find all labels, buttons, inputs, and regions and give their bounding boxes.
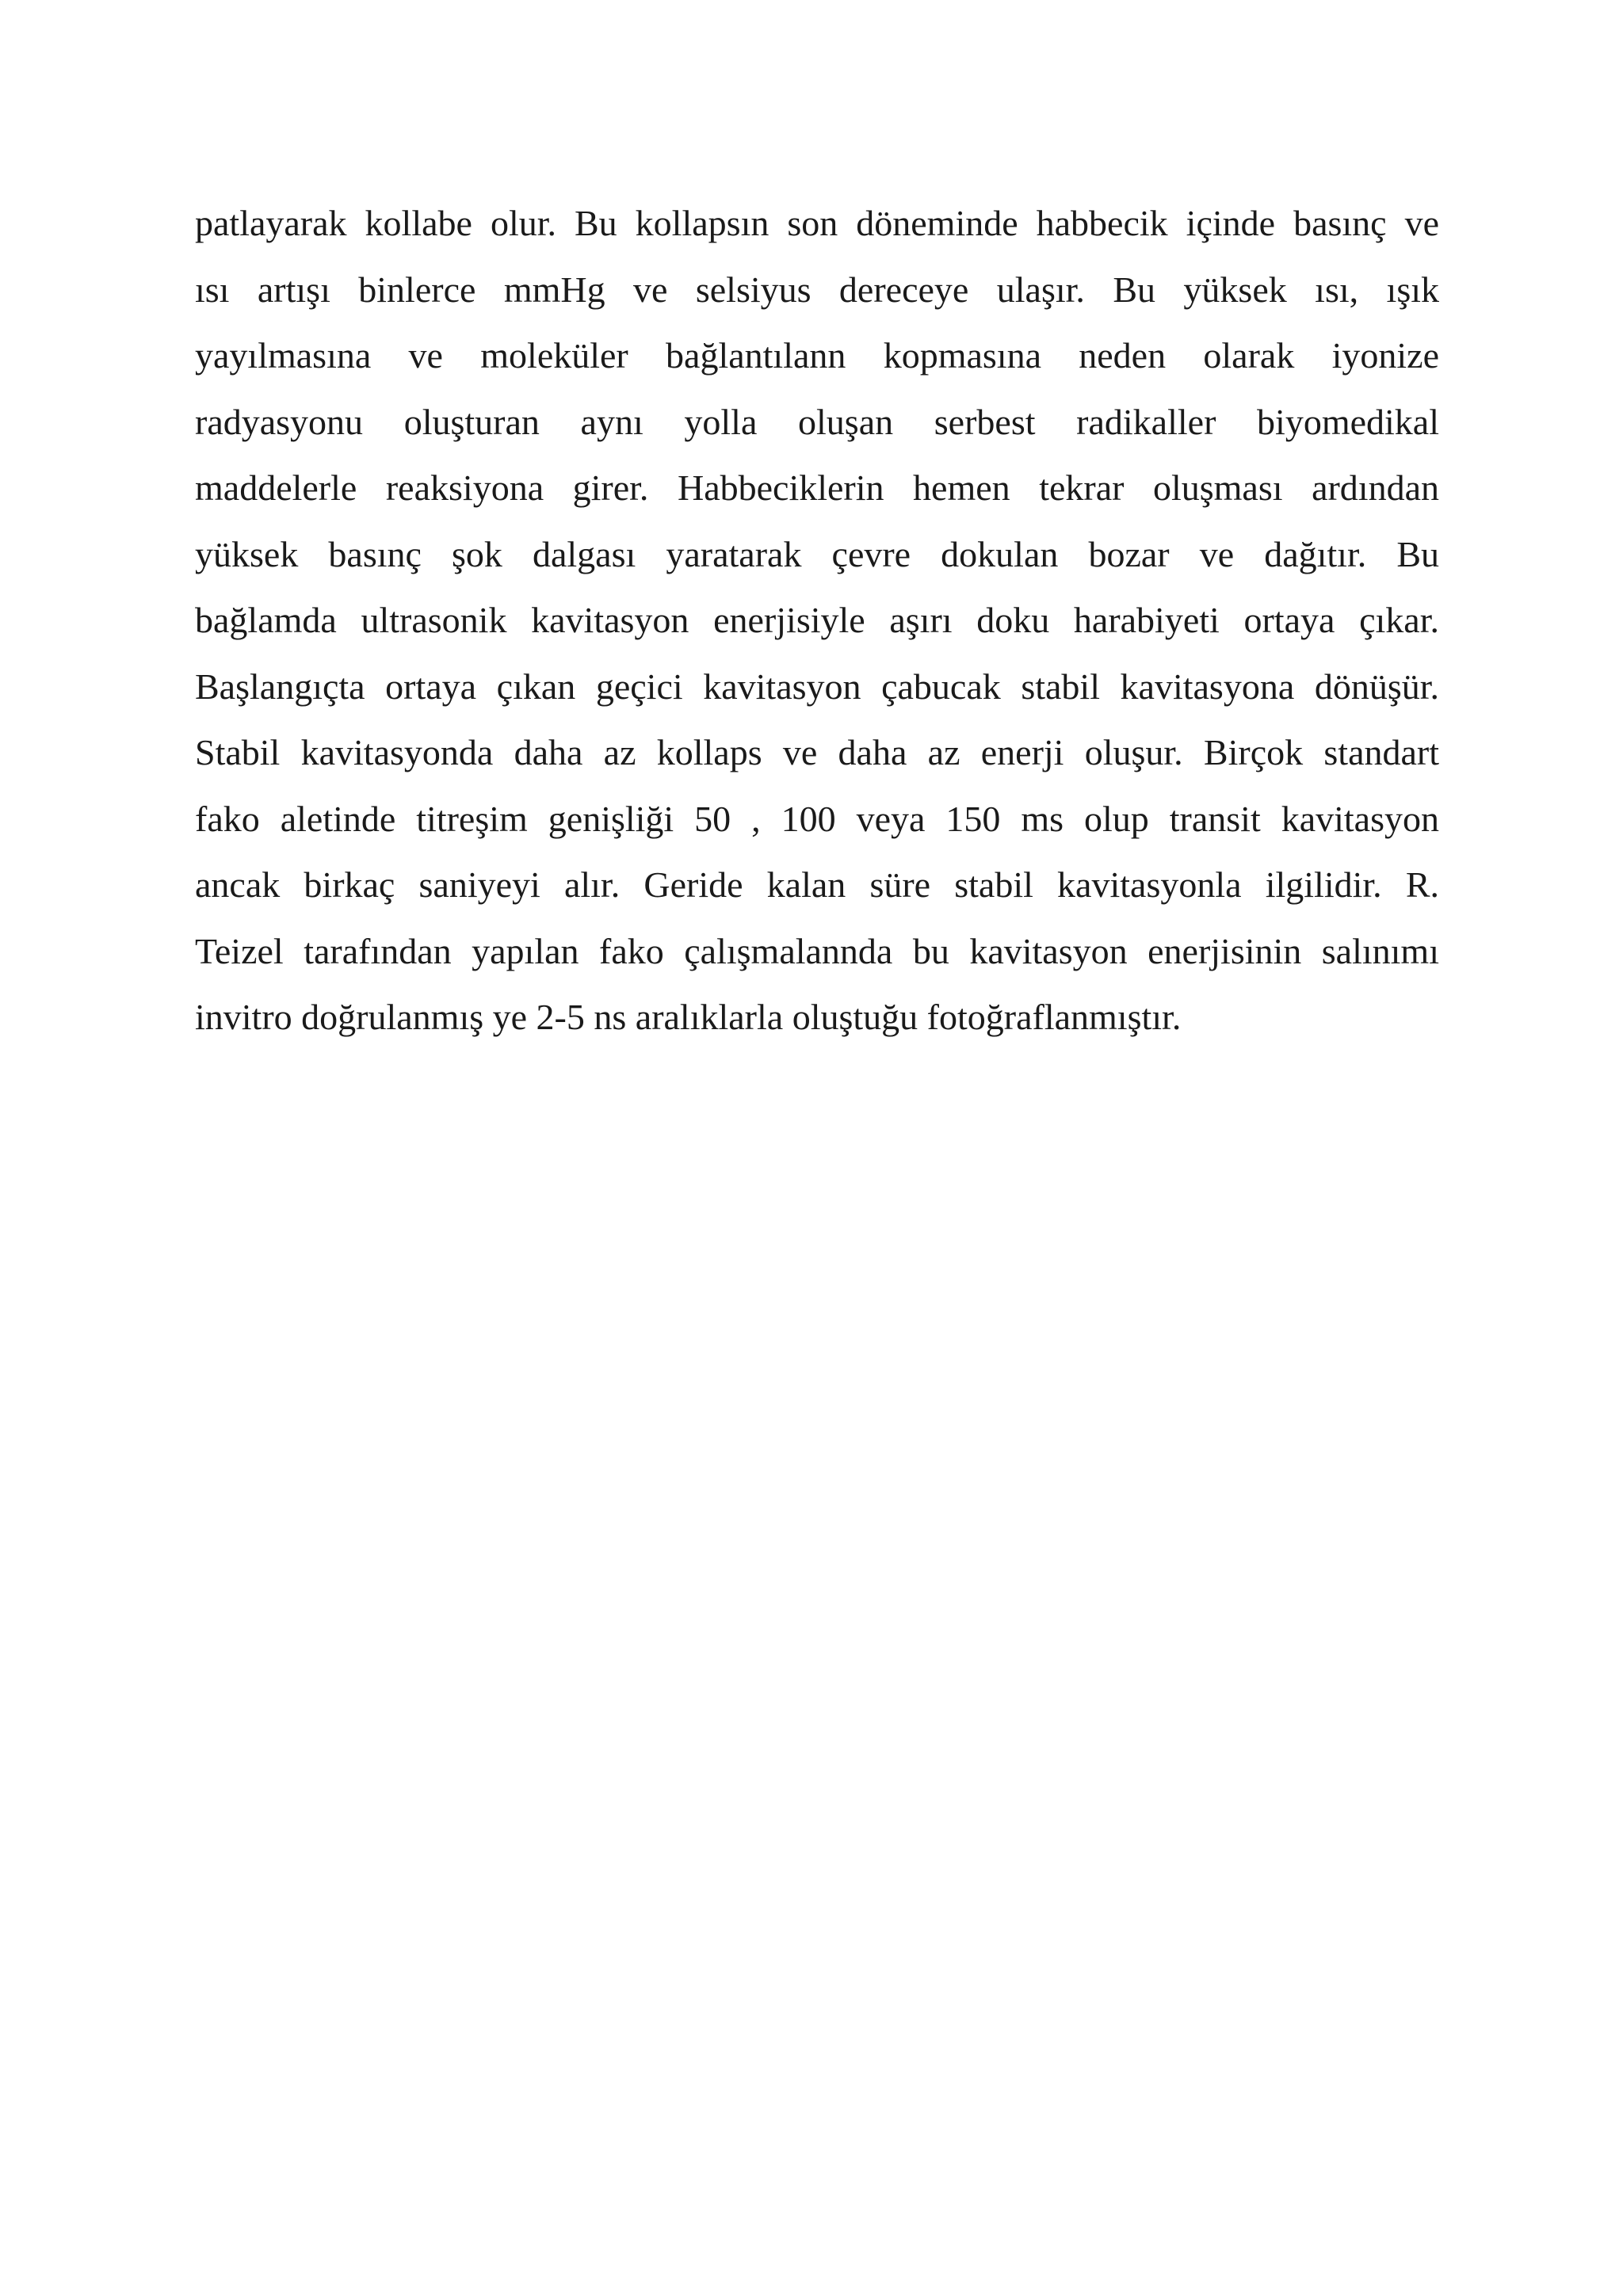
paragraph-line: patlayarak kollabe olur. Bu kollapsın son döneminde habbecik içinde basınç ve [195,203,1439,243]
paragraph-line: fako aletinde titreşim genişliği 50 , 100 veya 150 ms olup transit kavitasyon [195,798,1439,839]
paragraph-line: ısı artışı binlerce mmHg ve selsiyus dereceye ulaşır. Bu yüksek ısı, ışık [195,269,1439,310]
paragraph-line: radyasyonu oluşturan aynı yolla oluşan serbest radikaller biyomedikal [195,401,1439,442]
paragraph-line: ancak birkaç saniyeyi alır. Geride kalan süre stabil kavitasyonla ilgilidir. R. [195,864,1439,905]
body-paragraph [195,195,1439,1055]
paragraph-line: Başlangıçta ortaya çıkan geçici kavitasyon çabucak stabil kavitasyona dönüşür. [195,666,1439,707]
paragraph-line: yayılmasına ve moleküler bağlantılann kopmasına neden olarak iyonize [195,335,1439,376]
paragraph-line: bağlamda ultrasonik kavitasyon enerjisiyle aşırı doku harabiyeti ortaya çıkar. [195,600,1439,640]
paragraph-line: Stabil kavitasyonda daha az kollaps ve daha az enerji oluşur. Birçok standart [195,732,1439,772]
paragraph-line: Teizel tarafından yapılan fako çalışmalannda bu kavitasyon enerjisinin salınımı [195,930,1439,971]
paragraph-line: maddelerle reaksiyona girer. Habbeciklerin hemen tekrar oluşması ardından [195,467,1439,508]
paragraph-line: invitro doğrulanmış ye 2-5 ns aralıklarla oluştuğu fotoğraflanmıştır. [195,997,1182,1037]
paragraph-line: yüksek basınç şok dalgası yaratarak çevre dokulan bozar ve dağıtır. Bu [195,533,1439,574]
